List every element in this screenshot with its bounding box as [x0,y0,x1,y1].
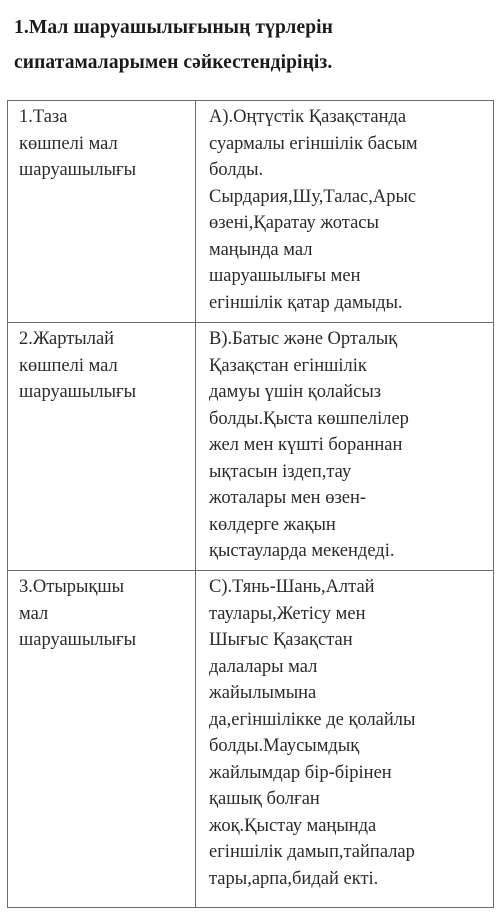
cell-line: Шығыс Қазақстан [209,630,353,650]
cell-line: далалары мал [209,656,318,677]
cell-line: тары,арпа,бидай екті. [209,868,379,889]
cell-line: шаруашылығы [19,382,137,402]
table-row [8,323,494,571]
cell-line: өзені,Қаратау жотасы [209,213,379,233]
cell-line: қашық болған [209,789,320,809]
cell-line: болды.Маусымдық [209,736,360,756]
matching-table [7,100,494,908]
cell-line: шаруашылығы мен [209,266,361,286]
cell-line: суармалы егіншілік басым [209,133,418,154]
cell-line: В).Батыс және Орталық [209,329,398,349]
cell-line: жоталары мен өзен- [209,488,367,508]
cell-line: егіншілік дамып,тайпалар [209,842,415,862]
cell-line: болды.Қыста көшпелілер [209,408,409,429]
farming-type-cell [8,101,196,323]
farming-type-cell [8,323,196,571]
description-cell [196,101,494,323]
cell-line: шаруашылығы [19,160,137,180]
cell-line: қыстауларда мекендеді. [209,541,395,561]
farming-type-cell [8,571,196,908]
cell-line: егіншілік қатар дамыды. [209,292,403,313]
cell-line: Сырдария,Шу,Талас,Арыс [209,186,417,207]
cell-line: С).Тянь-Шань,Алтай [209,577,375,597]
cell-line: А).Оңтүстік Қазақстанда [209,107,407,127]
description-cell [196,323,494,571]
cell-line: мал [19,603,49,624]
cell-line: шаруашылығы [19,630,137,650]
table-row [8,101,494,323]
cell-line: болды. [209,160,264,180]
cell-line: жайлымдар бір-бірінен [209,762,392,783]
cell-line: ықтасын іздеп,тау [209,461,352,482]
cell-line: да,егіншілікке де қолайлы [209,709,416,730]
cell-line: 2.Жартылай [19,329,115,349]
cell-line: жел мен күшті бораннан [209,435,403,455]
cell-line: жайылымына [209,683,317,703]
cell-line: жоқ.Қыстау маңында [209,815,377,836]
cell-line: 1.Таза [19,107,68,127]
cell-line: Қазақстан егіншілік [209,355,367,376]
cell-line: көшпелі мал [19,355,118,376]
cell-line: таулары,Жетісу мен [209,603,366,624]
cell-line: көшпелі мал [19,133,118,154]
cell-line: көлдерге жақын [209,514,336,535]
title-line: 1.Мал шаруашылығының түрлерін [14,17,333,38]
table-row [8,571,494,908]
cell-line: дамуы үшін қолайсыз [209,382,382,402]
cell-line: 3.Отырықшы [19,577,125,597]
description-cell [196,571,494,908]
title-line: сипатамаларымен сәйкестендіріңіз. [14,52,333,73]
page-title [14,10,484,80]
cell-line: маңында мал [209,239,313,260]
